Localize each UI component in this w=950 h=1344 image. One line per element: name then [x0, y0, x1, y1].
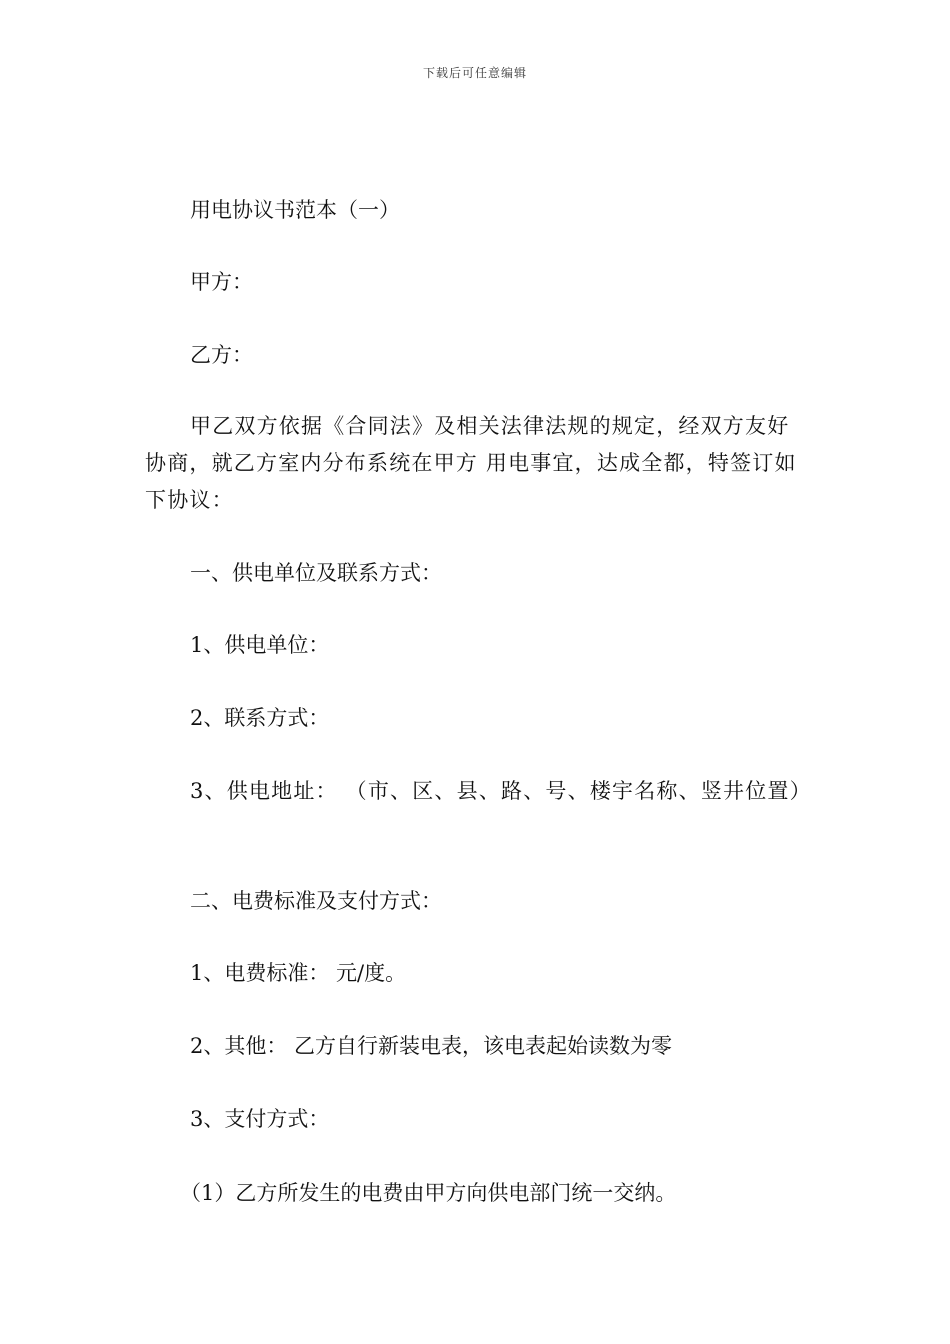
section-1-heading: 一、供电单位及联系方式： — [190, 561, 442, 585]
document-title: 用电协议书范本（一） — [190, 198, 400, 222]
section-1-item-2: 2、联系方式： — [190, 706, 330, 730]
party-a-label: 甲方： — [190, 270, 253, 294]
section-2-subitem-1: （1）乙方所发生的电费由甲方向供电部门统一交纳。 — [180, 1181, 677, 1205]
section-1-item-1: 1、供电单位： — [190, 633, 330, 657]
section-2-item-3: 3、支付方式： — [190, 1107, 330, 1131]
header-note: 下载后可任意编辑 — [422, 66, 527, 80]
section-2-item-2: 2、其他： 乙方自行新装电表，该电表起始读数为零 — [190, 1034, 673, 1058]
section-1-item-3: 3、供电地址： （市、区、县、路、号、楼宇名称、竖井位置） — [190, 779, 812, 803]
section-2-heading: 二、电费标准及支付方式： — [190, 889, 442, 913]
party-b-label: 乙方： — [190, 343, 253, 367]
section-2-item-1: 1、电费标准： 元/度。 — [190, 961, 407, 985]
intro-paragraph: 甲乙双方依据《合同法》及相关法律法规的规定，经双方友好协商，就乙方室内分布系统在甲方 用电事宜，达成全都，特签订如下协议： — [145, 414, 797, 512]
